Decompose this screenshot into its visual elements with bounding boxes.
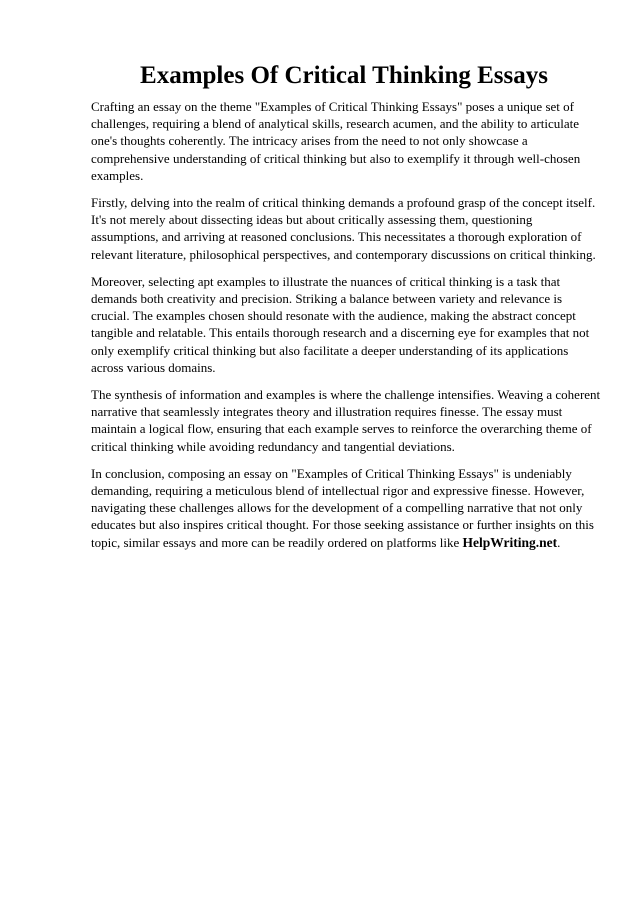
- document-body: [91, 98, 601, 561]
- conclusion-period: .: [557, 534, 561, 550]
- paragraph-intro: Crafting an essay on the theme "Examples of Critical Thinking Essays" poses a unique set of challenges, requiring a blend of analytical skills, research acumen, and the ability to articulate one's thoughts coherently. The intricacy arises from the need to not only showcase a comprehensive understanding of critical thinking but also to exemplify it through well-chosen examples.: [91, 99, 581, 183]
- page-title: Examples Of Critical Thinking Essays: [140, 62, 548, 89]
- paragraph-moreover: Moreover, selecting apt examples to illustrate the nuances of critical thinking is a task that demands both creativity and precision. Striking a balance between variety and relevance is crucial. The examples chosen should resonate with the audience, making the abstract concept tangible and relatable. This entails thorough research and a discerning eye for examples that not only exemplify critical thinking but also facilitate a deeper understanding of its applications across various domains.: [91, 273, 590, 375]
- paragraph-conclusion: [91, 465, 601, 551]
- paragraph-synthesis: The synthesis of information and examples is where the challenge intensifies. Weaving a coherent narrative that seamlessly integrates theory and illustration requires finesse. The essay must maintain a logical flow, ensuring that each example serves to reinforce the overarching theme of critical thinking while avoiding redundancy and tangential deviations.: [91, 387, 601, 454]
- helpwriting-link[interactable]: HelpWriting.net: [462, 534, 558, 550]
- conclusion-text: In conclusion, composing an essay on "Examples of Critical Thinking Essays" is undeniably demanding, requiring a meticulous blend of intellectual rigor and expressive finesse. However, navigating these challenges allows for the development of a compelling narrative that not only educates but also inspires critical thought. For those seeking assistance or further insights on this topic, similar essays and more can be readily ordered on platforms like: [91, 465, 594, 550]
- paragraph-firstly: Firstly, delving into the realm of critical thinking demands a profound grasp of the concept itself. It's not merely about dissecting ideas but about critically assessing them, questioning assumptions, and arriving at reasoned conclusions. This necessitates a thorough exploration of relevant literature, philosophical perspectives, and contemporary discussions on critical thinking.: [91, 195, 596, 262]
